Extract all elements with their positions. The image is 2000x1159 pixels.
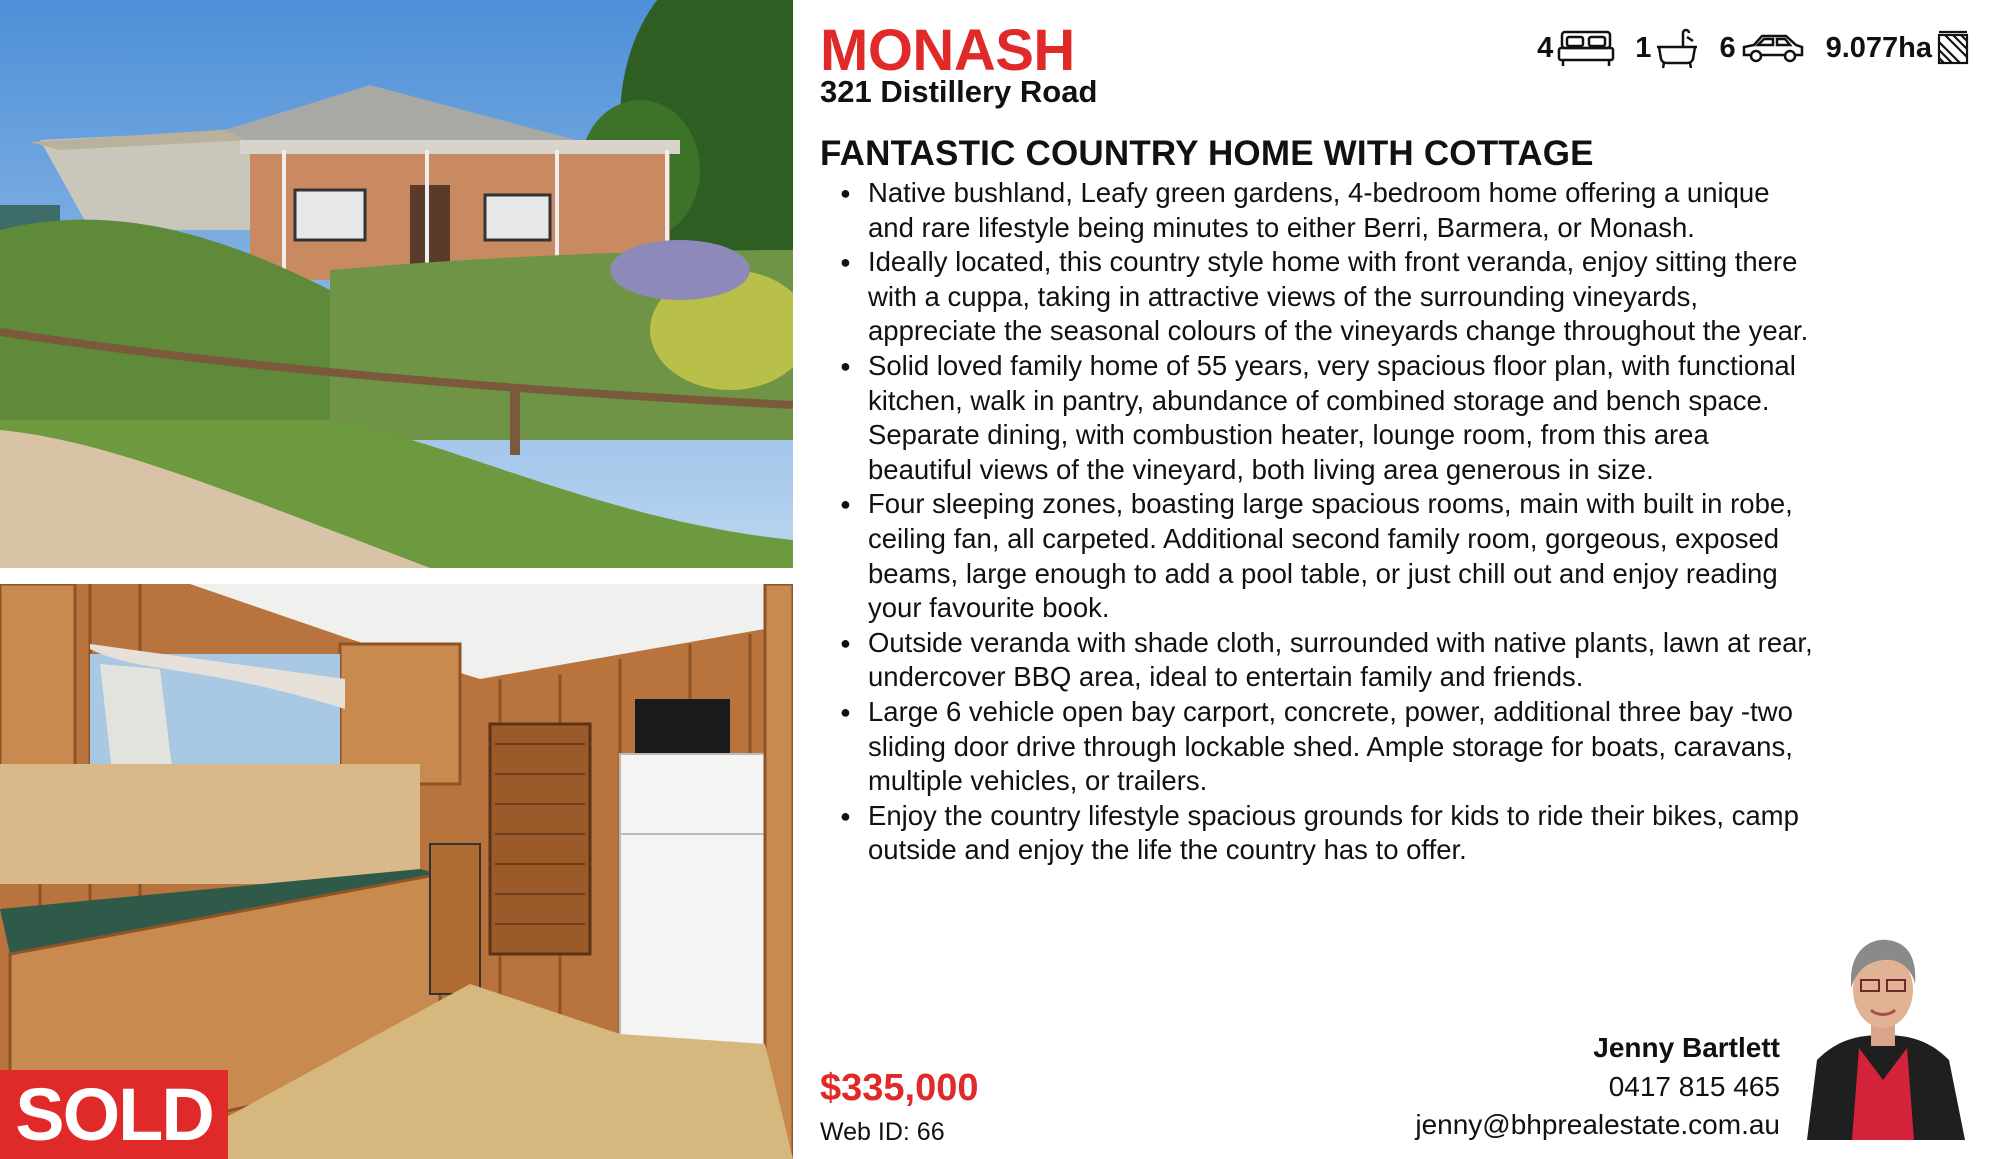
land-icon — [1936, 30, 1970, 66]
bullet-icon: ● — [840, 183, 851, 203]
bedrooms-count: 4 — [1537, 31, 1554, 64]
bullet-icon: ● — [840, 355, 851, 376]
property-address: 321 Distillery Road — [820, 74, 1098, 109]
description-list — [820, 176, 1820, 868]
description-item: ● Four sleeping zones, boasting large spacious rooms, main with built in robe, ceiling fan, all carpeted. Additional second family room, gorgeous, exposed beams, large enough to add a pool table, or just chill out and enjoy reading your favourite book. — [840, 488, 1793, 624]
bath-icon — [1655, 27, 1699, 69]
car-spaces-count: 6 — [1719, 31, 1736, 64]
suburb-title: MONASH — [820, 18, 1075, 83]
description-item: ● Enjoy the country lifestyle spacious grounds for kids to ride their bikes, camp outside and enjoy the life the country has to offer. — [840, 799, 1799, 866]
description-item: ● Large 6 vehicle open bay carport, concrete, power, additional three bay -two sliding door drive through lockable shed. Ample storage for boats, caravans, multiple vehicles, or trailers. — [840, 695, 1793, 797]
description-item: ● Outside veranda with shade cloth, surrounded with native plants, lawn at rear, undercover BBQ area, ideal to entertain family and friends. — [840, 626, 1813, 693]
land-size-value: 9.077ha — [1825, 31, 1932, 64]
exterior-photo — [0, 0, 793, 568]
bathrooms-count: 1 — [1635, 31, 1652, 64]
bullet-icon: ● — [840, 632, 851, 653]
property-features — [1517, 26, 1970, 70]
bedrooms-feature — [1537, 28, 1615, 68]
web-id: Web ID: 66 — [820, 1118, 945, 1146]
listing-headline: FANTASTIC COUNTRY HOME WITH COTTAGE — [820, 134, 1594, 173]
agent-contact — [1415, 1030, 1780, 1144]
car-spaces-feature — [1719, 31, 1805, 65]
description-item: ● Solid loved family home of 55 years, very spacious floor plan, with functional kitchen, walk in pantry, abundance of combined storage and bench space. Separate dining, with combustion heater, lounge room, from this area beautiful views of the vineyard, both living area generous in size. — [840, 349, 1796, 485]
car-icon — [1740, 31, 1806, 65]
agent-email[interactable]: jenny@bhprealestate.com.au — [1415, 1109, 1780, 1140]
description-item: ● Native bushland, Leafy green gardens, 4-bedroom home offering a unique and rare lifestyle being minutes to either Berri, Barmera, or Monash. — [840, 177, 1770, 243]
bullet-icon: ● — [840, 252, 851, 273]
agent-name: Jenny Bartlett — [1593, 1032, 1780, 1063]
sold-banner: SOLD — [0, 1070, 228, 1159]
agent-avatar — [1797, 930, 1969, 1140]
description-item: ● Ideally located, this country style home with front veranda, enjoy sitting there with a cuppa, taking in attractive views of the surrounding vineyards, appreciate the seasonal colours of the vineyards change throughout the year. — [840, 246, 1809, 347]
bullet-icon: ● — [840, 701, 851, 722]
land-size-feature — [1826, 30, 1970, 66]
bullet-icon: ● — [840, 494, 851, 515]
agent-phone[interactable]: 0417 815 465 — [1608, 1071, 1780, 1102]
bed-icon — [1557, 28, 1615, 68]
bathrooms-feature — [1635, 27, 1699, 69]
bullet-icon: ● — [840, 805, 851, 826]
listing-price: $335,000 — [820, 1067, 979, 1109]
